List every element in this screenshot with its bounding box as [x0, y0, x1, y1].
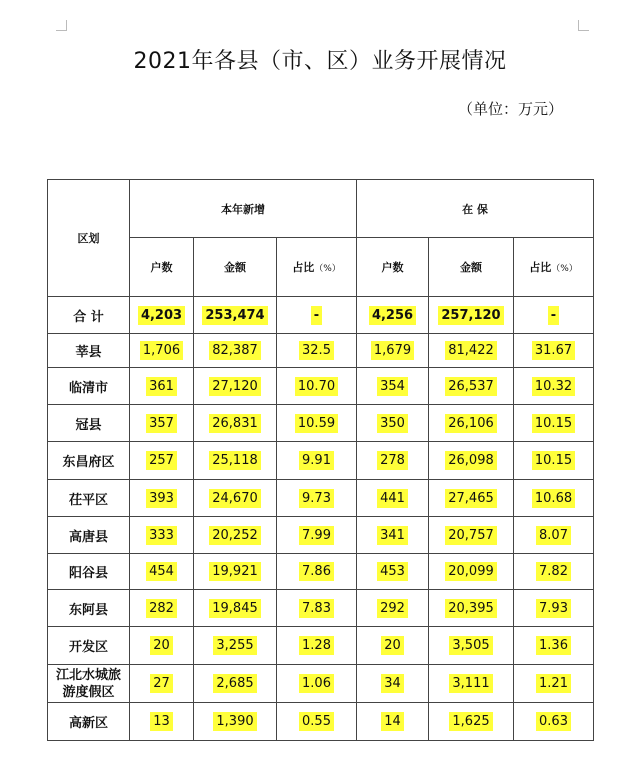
- row-label: 高新区: [48, 703, 130, 741]
- cell-new-amount: 82,387: [209, 341, 261, 360]
- header-hold-share: [514, 238, 594, 297]
- cell-hold-households: 354: [377, 377, 408, 396]
- cell-new-households: 257: [146, 451, 177, 470]
- cell-hold-households: 292: [377, 599, 408, 618]
- table-row: [48, 554, 594, 590]
- header-new-amount: 金额: [194, 238, 277, 297]
- cell-hold-amount: 27,465: [445, 489, 497, 508]
- cell-new-households: 454: [146, 562, 177, 581]
- cell-new-households: 20: [150, 636, 173, 655]
- row-label-line1: 江北水城旅: [55, 667, 121, 683]
- cell-hold-share: 1.36: [536, 636, 571, 655]
- cell-new-amount: 19,845: [209, 599, 261, 618]
- table-row: [48, 703, 594, 741]
- cell-new-amount: 3,255: [213, 636, 256, 655]
- cell-hold-share: 7.93: [536, 599, 571, 618]
- cell-new-share: 7.86: [299, 562, 334, 581]
- cell-new-households: 282: [146, 599, 177, 618]
- cell-new-amount: 19,921: [209, 562, 261, 581]
- header-hold-share-unit: （%）: [551, 264, 578, 274]
- cell-hold-households: 20: [381, 636, 404, 655]
- table-row: [48, 517, 594, 554]
- cell-hold-households: 14: [381, 712, 404, 731]
- row-label: 冠县: [48, 405, 130, 442]
- cell-new-share: 7.99: [299, 526, 334, 545]
- row-label-line2: 游度假区: [62, 684, 115, 700]
- cell-hold-amount: 3,111: [449, 674, 492, 693]
- cell-hold-share: 7.82: [536, 562, 571, 581]
- cell-hold-share: -: [548, 306, 559, 325]
- table-row: [48, 480, 594, 517]
- cell-new-amount: 1,390: [213, 712, 256, 731]
- cell-hold-amount: 26,106: [445, 414, 497, 433]
- row-label: 合 计: [48, 297, 130, 334]
- cell-hold-amount: 26,098: [445, 451, 497, 470]
- table-row: [48, 368, 594, 405]
- cell-hold-share: 10.15: [532, 414, 575, 433]
- cell-hold-amount: 3,505: [449, 636, 492, 655]
- corner-mark-top-right: [578, 20, 589, 31]
- header-new-households: 户数: [130, 238, 194, 297]
- corner-mark-top-left: [56, 20, 67, 31]
- cell-hold-share: 10.32: [532, 377, 575, 396]
- cell-hold-share: 31.67: [532, 341, 575, 360]
- header-group-new: 本年新增: [130, 180, 357, 238]
- cell-hold-amount: 81,422: [445, 341, 497, 360]
- cell-hold-households: 453: [377, 562, 408, 581]
- cell-new-share: 1.28: [299, 636, 334, 655]
- row-label: 东昌府区: [48, 442, 130, 480]
- cell-hold-households: 278: [377, 451, 408, 470]
- cell-new-households: 27: [150, 674, 173, 693]
- cell-hold-share: 10.68: [532, 489, 575, 508]
- cell-new-households: 13: [150, 712, 173, 731]
- row-label: 临清市: [48, 368, 130, 405]
- cell-new-share: 0.55: [299, 712, 334, 731]
- header-new-share-label: 占比: [292, 261, 315, 274]
- table-row: [48, 665, 594, 703]
- cell-hold-share: 8.07: [536, 526, 571, 545]
- cell-hold-households: 441: [377, 489, 408, 508]
- header-hold-amount: 金额: [429, 238, 514, 297]
- cell-new-households: 393: [146, 489, 177, 508]
- cell-new-share: 10.59: [295, 414, 338, 433]
- table-row: [48, 627, 594, 665]
- cell-new-households: 361: [146, 377, 177, 396]
- cell-new-households: 4,203: [138, 306, 185, 325]
- cell-new-amount: 25,118: [209, 451, 261, 470]
- cell-new-share: -: [311, 306, 322, 325]
- cell-new-amount: 2,685: [213, 674, 256, 693]
- cell-hold-amount: 20,099: [445, 562, 497, 581]
- cell-new-share: 9.73: [299, 489, 334, 508]
- header-hold-share-label: 占比: [529, 261, 552, 274]
- row-label: 开发区: [48, 627, 130, 665]
- cell-hold-share: 0.63: [536, 712, 571, 731]
- cell-new-share: 7.83: [299, 599, 334, 618]
- cell-new-share: 9.91: [299, 451, 334, 470]
- cell-hold-share: 1.21: [536, 674, 571, 693]
- cell-new-households: 357: [146, 414, 177, 433]
- table-row: [48, 334, 594, 368]
- table-row: [48, 405, 594, 442]
- cell-hold-amount: 20,757: [445, 526, 497, 545]
- header-new-share: [277, 238, 357, 297]
- cell-hold-amount: 257,120: [438, 306, 503, 325]
- table-row: [48, 442, 594, 480]
- row-label: 茌平区: [48, 480, 130, 517]
- cell-new-share: 1.06: [299, 674, 334, 693]
- cell-hold-share: 10.15: [532, 451, 575, 470]
- cell-hold-households: 341: [377, 526, 408, 545]
- row-label: [48, 665, 130, 703]
- cell-hold-households: 4,256: [369, 306, 416, 325]
- cell-new-amount: 27,120: [209, 377, 261, 396]
- business-table: [47, 179, 594, 741]
- cell-hold-amount: 26,537: [445, 377, 497, 396]
- header-group-hold: 在 保: [357, 180, 594, 238]
- cell-new-amount: 253,474: [202, 306, 267, 325]
- table-row: [48, 590, 594, 627]
- cell-hold-amount: 20,395: [445, 599, 497, 618]
- header-new-share-unit: （%）: [314, 264, 341, 274]
- header-hold-households: 户数: [357, 238, 429, 297]
- cell-new-share: 32.5: [299, 341, 334, 360]
- cell-new-amount: 24,670: [209, 489, 261, 508]
- row-label: 东阿县: [48, 590, 130, 627]
- cell-hold-amount: 1,625: [449, 712, 492, 731]
- cell-new-amount: 20,252: [209, 526, 261, 545]
- cell-hold-households: 350: [377, 414, 408, 433]
- cell-new-amount: 26,831: [209, 414, 261, 433]
- cell-new-households: 1,706: [140, 341, 183, 360]
- cell-new-share: 10.70: [295, 377, 338, 396]
- row-label: 阳谷县: [48, 554, 130, 590]
- cell-hold-households: 1,679: [371, 341, 414, 360]
- row-label: 莘县: [48, 334, 130, 368]
- row-label: 高唐县: [48, 517, 130, 554]
- table-row-total: [48, 297, 594, 334]
- header-region: 区划: [48, 180, 130, 297]
- unit-note: （单位：万元）: [458, 100, 564, 118]
- cell-hold-households: 34: [381, 674, 404, 693]
- cell-new-households: 333: [146, 526, 177, 545]
- document-title: 2021年各县（市、区）业务开展情况: [133, 49, 507, 74]
